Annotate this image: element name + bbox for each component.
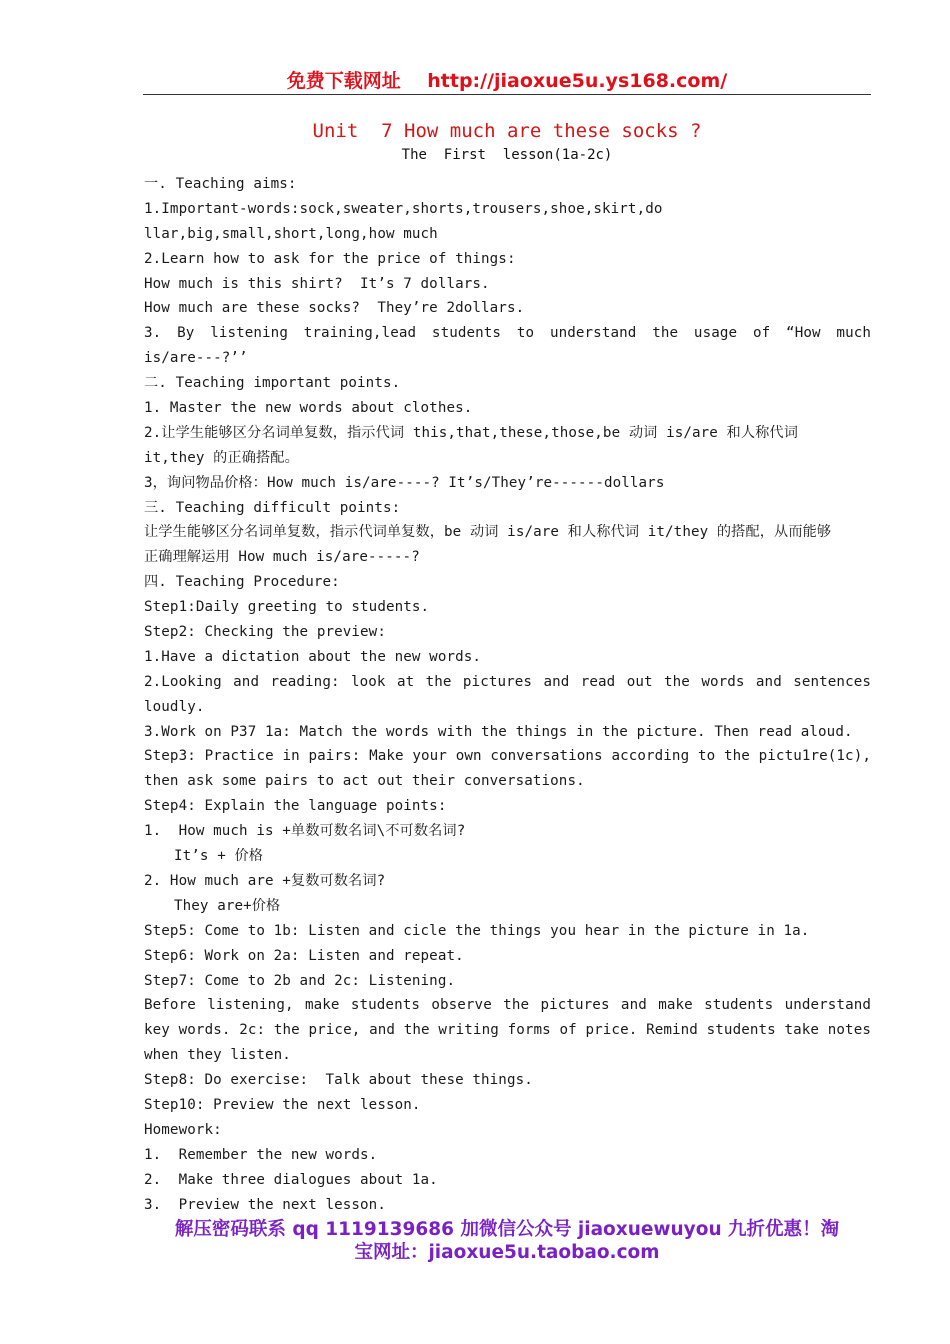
text-line: 正确理解运用 How much is/are-----?	[144, 549, 420, 566]
text-line: Step10: Preview the next lesson.	[144, 1096, 421, 1113]
text-line: is/are---?’’	[144, 350, 248, 367]
footer-notice	[143, 1218, 871, 1264]
text-line: Step8: Do exercise: Talk about these things.	[144, 1072, 533, 1089]
text-line: It’s + 价格	[174, 848, 264, 865]
text-line: then ask some pairs to act out their conversations.	[144, 773, 585, 790]
text-line: How much are these socks? They’re 2dollars.	[144, 300, 525, 317]
text-line: 1. Master the new words about clothes.	[144, 400, 473, 417]
text-line: 四. Teaching Procedure:	[144, 574, 340, 591]
text-line: 2.Looking and reading: look at the pictures and read out the words and sentences	[144, 673, 871, 690]
text-line: 1. Remember the new words.	[144, 1146, 378, 1163]
text-line: 三. Teaching difficult points:	[144, 499, 401, 516]
text-line: 一. Teaching aims:	[144, 176, 297, 192]
text-line: 1. How much is +单数可数名词\不可数名词?	[144, 823, 466, 840]
text-line: Step6: Work on 2a: Listen and repeat.	[144, 947, 464, 964]
text-line: 2.Learn how to ask for the price of things:	[144, 250, 516, 267]
text-line: 3，询问物品价格：How much is/are----? It’s/They’re------dollars	[144, 474, 665, 491]
text-line: 让学生能够区分名词单复数，指示代词单复数，be 动词 is/are 和人称代词 it/they 的搭配，从而能够	[144, 524, 832, 541]
page-title: Unit 7 How much are these socks ?	[312, 120, 702, 142]
text-line: Step4: Explain the language points:	[144, 798, 447, 815]
text-line: 2.让学生能够区分名词单复数，指示代词 this,that,these,those,be 动词 is/are 和人称代词	[144, 424, 798, 441]
text-line: 1.Have a dictation about the new words.	[144, 648, 482, 665]
text-line: key words. 2c: the price, and the writing forms of price. Remind students take notes	[144, 1022, 871, 1039]
text-line: Homework:	[144, 1121, 222, 1138]
text-line: 2. Make three dialogues about 1a.	[144, 1171, 438, 1188]
text-line: Step1:Daily greeting to students.	[144, 599, 430, 616]
footer-line-1: 解压密码联系 qq 1119139686 加微信公众号 jiaoxuewuyou 九折优惠！淘	[174, 1219, 840, 1240]
text-line: 2. How much are +复数可数名词?	[144, 872, 386, 889]
text-line: 3. Preview the next lesson.	[144, 1196, 386, 1213]
header-divider	[143, 94, 871, 95]
text-line: loudly.	[144, 698, 205, 715]
header-link[interactable]: 免费下载网址 http://jiaoxue5u.ys168.com/	[286, 70, 728, 92]
text-line: llar,big,small,short,long,how much	[144, 225, 438, 242]
text-line: it,they 的正确搭配。	[144, 449, 299, 466]
text-line: How much is this shirt? It’s 7 dollars.	[144, 275, 490, 292]
text-line: Before listening, make students observe the pictures and make students understand	[144, 997, 871, 1014]
text-line: 二. Teaching important points.	[144, 375, 401, 392]
text-line: 1.Important-words:sock,sweater,shorts,trousers,shoe,skirt,do	[144, 200, 663, 217]
text-line: Step7: Come to 2b and 2c: Listening.	[144, 972, 456, 989]
text-line: 3.Work on P37 1a: Match the words with the things in the picture. Then read aloud.	[144, 723, 853, 740]
text-line: Step5: Come to 1b: Listen and cicle the things you hear in the picture in 1a.	[144, 922, 810, 939]
document-body	[144, 172, 871, 1217]
text-line: Step3: Practice in pairs: Make your own conversations according to the pictu1re(1c),	[144, 748, 871, 765]
text-line: 3. By listening training,lead students to understand the usage of “How much	[144, 325, 871, 342]
footer-line-2[interactable]: 宝网址：jiaoxue5u.taobao.com	[354, 1242, 660, 1263]
text-line: when they listen.	[144, 1047, 291, 1064]
text-line: They are+价格	[174, 897, 281, 914]
page-subtitle: The First lesson(1a-2c)	[401, 147, 613, 163]
text-line: Step2: Checking the preview:	[144, 624, 386, 641]
